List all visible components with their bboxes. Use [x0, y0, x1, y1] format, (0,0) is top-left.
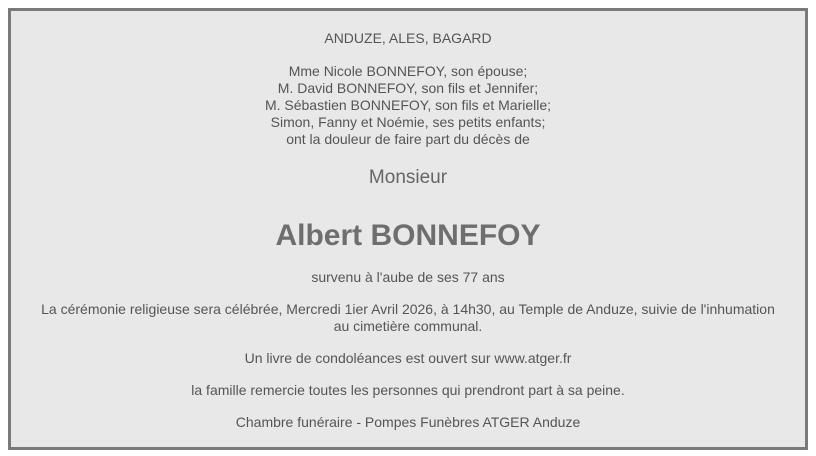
- deceased-name: Albert BONNEFOY: [275, 219, 541, 252]
- ceremony-line: La cérémonie religieuse sera célébrée, Mercredi 1ier Avril 2026, à 14h30, au Temple de Anduze, suivie de l'inhumation: [41, 301, 775, 317]
- age-line: survenu à l'aube de ses 77 ans: [311, 269, 505, 285]
- family-list: [11, 63, 805, 148]
- family-line: ont la douleur de faire part du décès de: [286, 131, 530, 147]
- funeral-home: Chambre funéraire - Pompes Funèbres ATGER Anduze: [235, 414, 581, 430]
- family-line: M. David BONNEFOY, son fils et Jennifer;: [277, 80, 539, 96]
- locations: ANDUZE, ALES, BAGARD: [324, 30, 492, 46]
- deceased-title: Monsieur: [368, 167, 448, 188]
- family-line: Mme Nicole BONNEFOY, son épouse;: [288, 63, 528, 79]
- obituary-notice: [8, 8, 808, 450]
- family-line: M. Sébastien BONNEFOY, son fils et Marielle;: [264, 97, 552, 113]
- condolences-line: Un livre de condoléances est ouvert sur www.atger.fr: [244, 350, 572, 366]
- thanks-line: la famille remercie toutes les personnes qui prendront part à sa peine.: [191, 382, 625, 398]
- ceremony-details: [11, 301, 805, 335]
- ceremony-line: au cimetière communal.: [333, 318, 483, 334]
- family-line: Simon, Fanny et Noémie, ses petits enfants;: [270, 114, 546, 130]
